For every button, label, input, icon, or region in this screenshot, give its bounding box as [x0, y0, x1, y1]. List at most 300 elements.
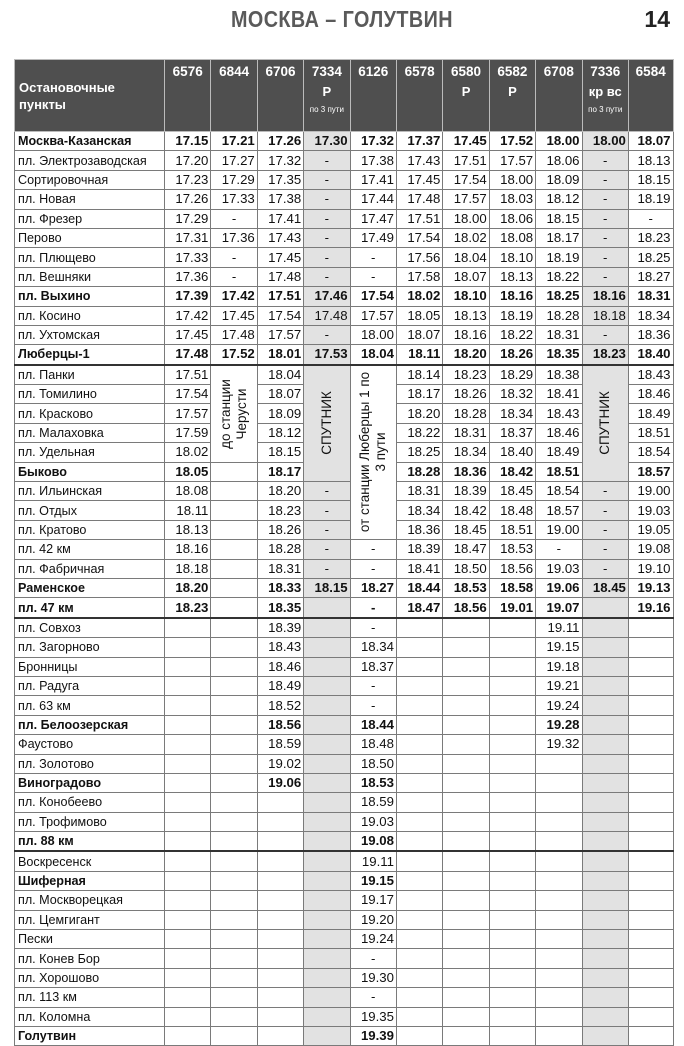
- time-cell: 18.15: [536, 209, 582, 228]
- time-cell: [536, 988, 582, 1007]
- time-cell: 18.53: [489, 540, 535, 559]
- time-cell: [582, 891, 628, 910]
- time-cell: [257, 930, 303, 949]
- station-name: пл. Золотово: [15, 754, 165, 773]
- time-cell: [396, 968, 442, 987]
- time-cell: [257, 949, 303, 968]
- train-mark: Р: [322, 84, 332, 99]
- station-name: пл. Электрозаводская: [15, 151, 165, 170]
- time-cell: [396, 832, 442, 852]
- time-cell: 18.16: [443, 325, 489, 344]
- time-cell: [211, 871, 257, 890]
- time-cell: 17.57: [257, 325, 303, 344]
- time-cell: 18.07: [443, 267, 489, 286]
- time-cell: 18.26: [489, 345, 535, 365]
- no-stop-cell: -: [582, 520, 628, 539]
- train-mark: кр вс: [588, 84, 622, 99]
- time-cell: [304, 793, 350, 812]
- time-cell: [257, 1026, 303, 1045]
- time-cell: 18.06: [489, 209, 535, 228]
- time-cell: 17.48: [396, 190, 442, 209]
- time-cell: [165, 638, 211, 657]
- time-cell: [582, 754, 628, 773]
- time-cell: 17.53: [304, 345, 350, 365]
- no-stop-cell: -: [304, 520, 350, 539]
- time-cell: 18.02: [443, 228, 489, 247]
- no-stop-cell: -: [350, 540, 396, 559]
- time-cell: 17.38: [350, 151, 396, 170]
- time-cell: 19.18: [536, 657, 582, 676]
- train-header-6576: [165, 60, 211, 132]
- table-row: [15, 325, 674, 344]
- no-stop-cell: -: [582, 209, 628, 228]
- time-cell: 19.32: [536, 735, 582, 754]
- time-cell: [165, 793, 211, 812]
- time-cell: [582, 715, 628, 734]
- time-cell: [628, 657, 673, 676]
- station-name: пл. Косино: [15, 306, 165, 325]
- time-cell: 19.00: [628, 482, 673, 501]
- table-row: [15, 754, 674, 773]
- no-stop-cell: -: [582, 267, 628, 286]
- time-cell: 19.06: [257, 773, 303, 792]
- time-cell: [396, 676, 442, 695]
- time-cell: [536, 851, 582, 871]
- time-cell: [582, 735, 628, 754]
- time-cell: 18.39: [257, 618, 303, 638]
- train-mark: [351, 84, 396, 100]
- time-cell: [628, 812, 673, 831]
- train-header-6582: [489, 60, 535, 132]
- time-cell: 17.33: [211, 190, 257, 209]
- time-cell: [165, 949, 211, 968]
- time-cell: [489, 930, 535, 949]
- time-cell: [396, 773, 442, 792]
- table-row: [15, 598, 674, 618]
- time-cell: 18.31: [536, 325, 582, 344]
- time-cell: [165, 1026, 211, 1045]
- time-cell: [211, 812, 257, 831]
- time-cell: [536, 968, 582, 987]
- time-cell: 18.13: [443, 306, 489, 325]
- time-cell: 19.07: [536, 598, 582, 618]
- station-name: пл. Отдых: [15, 501, 165, 520]
- time-cell: [211, 754, 257, 773]
- no-stop-cell: -: [582, 501, 628, 520]
- time-cell: 17.36: [165, 267, 211, 286]
- table-row: [15, 482, 674, 501]
- table-row: [15, 832, 674, 852]
- time-cell: [489, 891, 535, 910]
- time-cell: [304, 773, 350, 792]
- time-cell: [536, 1026, 582, 1045]
- time-cell: [396, 715, 442, 734]
- time-cell: 18.43: [628, 365, 673, 385]
- station-name: пл. Удельная: [15, 443, 165, 462]
- time-cell: 18.15: [257, 443, 303, 462]
- train-mark: [397, 84, 442, 100]
- header-row: [15, 60, 674, 132]
- time-cell: 18.28: [536, 306, 582, 325]
- time-cell: [582, 793, 628, 812]
- time-cell: 17.48: [304, 306, 350, 325]
- time-cell: 19.39: [350, 1026, 396, 1045]
- station-name: пл. Конев Бор: [15, 949, 165, 968]
- no-stop-cell: -: [304, 559, 350, 578]
- time-cell: [628, 851, 673, 871]
- time-cell: [582, 871, 628, 890]
- time-cell: 18.51: [628, 423, 673, 442]
- station-name: пл. Панки: [15, 365, 165, 385]
- table-row: [15, 1026, 674, 1045]
- time-cell: [489, 949, 535, 968]
- train-number: 6578: [404, 64, 435, 79]
- time-cell: 19.03: [536, 559, 582, 578]
- time-cell: 18.59: [257, 735, 303, 754]
- time-cell: [211, 618, 257, 638]
- train-header-7334: [304, 60, 350, 132]
- time-cell: 18.25: [396, 443, 442, 462]
- station-name: Раменское: [15, 578, 165, 597]
- time-cell: [489, 851, 535, 871]
- train-header-6126: [350, 60, 396, 132]
- no-stop-cell: -: [304, 228, 350, 247]
- route-note: СПУТНИК: [318, 391, 334, 456]
- time-cell: 18.53: [443, 578, 489, 597]
- time-cell: [489, 735, 535, 754]
- time-cell: 18.00: [582, 132, 628, 151]
- time-cell: 18.16: [489, 287, 535, 306]
- table-row: [15, 501, 674, 520]
- time-cell: [489, 676, 535, 695]
- time-cell: 18.58: [489, 578, 535, 597]
- time-cell: [165, 812, 211, 831]
- time-cell: 18.04: [443, 248, 489, 267]
- time-cell: 19.11: [536, 618, 582, 638]
- time-cell: [489, 871, 535, 890]
- time-cell: 17.59: [165, 423, 211, 442]
- station-name: пл. 47 км: [15, 598, 165, 618]
- time-cell: [628, 988, 673, 1007]
- station-name: пл. 63 км: [15, 696, 165, 715]
- time-cell: [304, 891, 350, 910]
- table-row: [15, 287, 674, 306]
- time-cell: [443, 754, 489, 773]
- time-cell: [165, 657, 211, 676]
- table-row: [15, 949, 674, 968]
- time-cell: [211, 638, 257, 657]
- time-cell: [628, 949, 673, 968]
- time-cell: 18.38: [536, 365, 582, 385]
- train-header-6584: [628, 60, 673, 132]
- time-cell: [257, 851, 303, 871]
- no-stop-cell: -: [582, 248, 628, 267]
- time-cell: 18.45: [582, 578, 628, 597]
- time-cell: [211, 676, 257, 695]
- time-cell: [443, 871, 489, 890]
- time-cell: 17.43: [257, 228, 303, 247]
- time-cell: 17.23: [165, 170, 211, 189]
- station-name: Шиферная: [15, 871, 165, 890]
- time-cell: [165, 696, 211, 715]
- time-cell: [396, 812, 442, 831]
- time-cell: 18.20: [257, 482, 303, 501]
- station-name: пл. Москворецкая: [15, 891, 165, 910]
- time-cell: 18.52: [257, 696, 303, 715]
- time-cell: 17.45: [165, 325, 211, 344]
- no-stop-cell: -: [304, 325, 350, 344]
- route-note: до станции Черусти: [218, 378, 250, 449]
- time-cell: [582, 696, 628, 715]
- time-cell: [304, 638, 350, 657]
- time-cell: [211, 832, 257, 852]
- time-cell: [443, 851, 489, 871]
- time-cell: [304, 657, 350, 676]
- train-header-6578: [396, 60, 442, 132]
- time-cell: 18.31: [396, 482, 442, 501]
- time-cell: [628, 968, 673, 987]
- station-column-header: Остановочные пункты: [15, 60, 165, 132]
- time-cell: [257, 910, 303, 929]
- time-cell: 18.43: [257, 638, 303, 657]
- time-cell: [443, 930, 489, 949]
- time-cell: 17.51: [396, 209, 442, 228]
- time-cell: [628, 773, 673, 792]
- station-name: пл. Трофимово: [15, 812, 165, 831]
- time-cell: 18.28: [257, 540, 303, 559]
- time-cell: [211, 949, 257, 968]
- time-cell: 18.34: [489, 404, 535, 423]
- time-cell: 17.41: [350, 170, 396, 189]
- time-cell: 17.38: [257, 190, 303, 209]
- time-cell: [489, 657, 535, 676]
- time-cell: 17.31: [165, 228, 211, 247]
- table-row: [15, 930, 674, 949]
- no-stop-cell: -: [304, 170, 350, 189]
- station-name: пл. Радуга: [15, 676, 165, 695]
- time-cell: [582, 638, 628, 657]
- time-cell: 18.48: [350, 735, 396, 754]
- time-cell: 18.46: [536, 423, 582, 442]
- time-cell: [489, 968, 535, 987]
- time-cell: 18.20: [396, 404, 442, 423]
- time-cell: 18.46: [257, 657, 303, 676]
- time-cell: 18.17: [536, 228, 582, 247]
- page-number: 14: [644, 6, 670, 32]
- no-stop-cell: -: [582, 559, 628, 578]
- time-cell: 18.08: [489, 228, 535, 247]
- train-mark: [211, 84, 256, 100]
- time-cell: 17.37: [396, 132, 442, 151]
- no-stop-cell: -: [582, 482, 628, 501]
- station-name: Перово: [15, 228, 165, 247]
- time-cell: [443, 735, 489, 754]
- train-number: 7334: [311, 64, 342, 79]
- time-cell: 18.20: [443, 345, 489, 365]
- time-cell: 18.22: [489, 325, 535, 344]
- time-cell: 18.13: [165, 520, 211, 539]
- table-row: [15, 190, 674, 209]
- train-number: 6576: [172, 64, 203, 79]
- time-cell: [489, 754, 535, 773]
- time-cell: [211, 520, 257, 539]
- time-cell: 18.00: [350, 325, 396, 344]
- time-cell: [165, 832, 211, 852]
- time-cell: [628, 735, 673, 754]
- time-cell: 17.29: [211, 170, 257, 189]
- station-name: пл. Кратово: [15, 520, 165, 539]
- time-cell: 19.24: [350, 930, 396, 949]
- time-cell: 17.51: [165, 365, 211, 385]
- time-cell: 18.07: [628, 132, 673, 151]
- no-stop-cell: -: [350, 949, 396, 968]
- station-name: пл. Красково: [15, 404, 165, 423]
- time-cell: [165, 715, 211, 734]
- time-cell: 17.49: [350, 228, 396, 247]
- time-cell: 18.16: [582, 287, 628, 306]
- time-cell: [304, 1026, 350, 1045]
- time-cell: 19.11: [350, 851, 396, 871]
- time-cell: 18.50: [350, 754, 396, 773]
- station-name: пл. Вешняки: [15, 267, 165, 286]
- table-row: [15, 618, 674, 638]
- time-cell: 19.10: [628, 559, 673, 578]
- time-cell: 18.34: [628, 306, 673, 325]
- time-cell: 18.23: [257, 501, 303, 520]
- no-stop-cell: -: [582, 170, 628, 189]
- train-mark: Р: [461, 84, 471, 99]
- time-cell: 18.05: [165, 462, 211, 481]
- time-cell: 17.48: [211, 325, 257, 344]
- no-stop-cell: -: [350, 988, 396, 1007]
- time-cell: 18.08: [165, 482, 211, 501]
- time-cell: 18.31: [257, 559, 303, 578]
- time-cell: [165, 968, 211, 987]
- time-cell: 18.28: [443, 404, 489, 423]
- time-cell: 18.51: [489, 520, 535, 539]
- time-cell: [257, 832, 303, 852]
- route-note: от станции Люберцы 1 по 3 пути: [357, 372, 389, 533]
- time-cell: 18.12: [257, 423, 303, 442]
- time-cell: 18.10: [443, 287, 489, 306]
- time-cell: 18.00: [489, 170, 535, 189]
- time-cell: [304, 930, 350, 949]
- time-cell: [582, 773, 628, 792]
- time-cell: 17.51: [443, 151, 489, 170]
- route-note-cell: [350, 365, 396, 540]
- time-cell: [536, 812, 582, 831]
- time-cell: 18.49: [536, 443, 582, 462]
- time-cell: 18.42: [443, 501, 489, 520]
- no-stop-cell: -: [350, 598, 396, 618]
- route-note: СПУТНИК: [597, 391, 613, 456]
- time-cell: [489, 812, 535, 831]
- time-cell: [443, 968, 489, 987]
- time-cell: [489, 618, 535, 638]
- time-cell: 17.47: [350, 209, 396, 228]
- station-name: Голутвин: [15, 1026, 165, 1045]
- time-cell: 18.13: [489, 267, 535, 286]
- time-cell: 17.26: [257, 132, 303, 151]
- time-cell: [582, 812, 628, 831]
- time-cell: [396, 851, 442, 871]
- time-cell: [211, 482, 257, 501]
- train-mark: [258, 84, 303, 100]
- time-cell: 18.29: [489, 365, 535, 385]
- time-cell: 18.42: [489, 462, 535, 481]
- no-stop-cell: -: [304, 540, 350, 559]
- time-cell: [165, 851, 211, 871]
- time-cell: [396, 618, 442, 638]
- no-stop-cell: -: [304, 151, 350, 170]
- table-row: [15, 365, 674, 385]
- time-cell: [165, 618, 211, 638]
- time-cell: [628, 696, 673, 715]
- time-cell: 18.44: [396, 578, 442, 597]
- time-cell: [304, 949, 350, 968]
- no-stop-cell: -: [350, 267, 396, 286]
- time-cell: [396, 949, 442, 968]
- time-cell: 19.00: [536, 520, 582, 539]
- time-cell: [489, 1026, 535, 1045]
- time-cell: 18.03: [489, 190, 535, 209]
- table-row: [15, 578, 674, 597]
- time-cell: 19.01: [489, 598, 535, 618]
- time-cell: [443, 949, 489, 968]
- time-cell: [536, 793, 582, 812]
- time-cell: 18.16: [165, 540, 211, 559]
- train-header-7336: [582, 60, 628, 132]
- station-name: пл. Коломна: [15, 1007, 165, 1026]
- time-cell: [536, 871, 582, 890]
- time-cell: [536, 832, 582, 852]
- no-stop-cell: -: [350, 559, 396, 578]
- time-cell: 18.45: [489, 482, 535, 501]
- time-cell: 19.03: [350, 812, 396, 831]
- time-cell: [211, 657, 257, 676]
- time-cell: [304, 988, 350, 1007]
- table-row: [15, 170, 674, 189]
- time-cell: [396, 696, 442, 715]
- no-stop-cell: -: [536, 540, 582, 559]
- time-cell: [211, 715, 257, 734]
- time-cell: 17.33: [165, 248, 211, 267]
- time-cell: [489, 638, 535, 657]
- no-stop-cell: -: [628, 209, 673, 228]
- time-cell: 18.05: [396, 306, 442, 325]
- time-cell: [443, 812, 489, 831]
- time-cell: [304, 968, 350, 987]
- time-cell: [582, 851, 628, 871]
- table-row: [15, 891, 674, 910]
- time-cell: [211, 910, 257, 929]
- train-mark: [629, 84, 673, 100]
- time-cell: 18.49: [257, 676, 303, 695]
- time-cell: 18.00: [536, 132, 582, 151]
- time-cell: 18.22: [536, 267, 582, 286]
- time-cell: 18.40: [489, 443, 535, 462]
- time-cell: [628, 871, 673, 890]
- train-header-6580: [443, 60, 489, 132]
- time-cell: 18.50: [443, 559, 489, 578]
- time-cell: [211, 501, 257, 520]
- table-row: [15, 696, 674, 715]
- time-cell: 18.17: [257, 462, 303, 481]
- train-mark: [165, 84, 210, 100]
- time-cell: [443, 638, 489, 657]
- station-name: пл. Хорошово: [15, 968, 165, 987]
- station-name: пл. Цемгигант: [15, 910, 165, 929]
